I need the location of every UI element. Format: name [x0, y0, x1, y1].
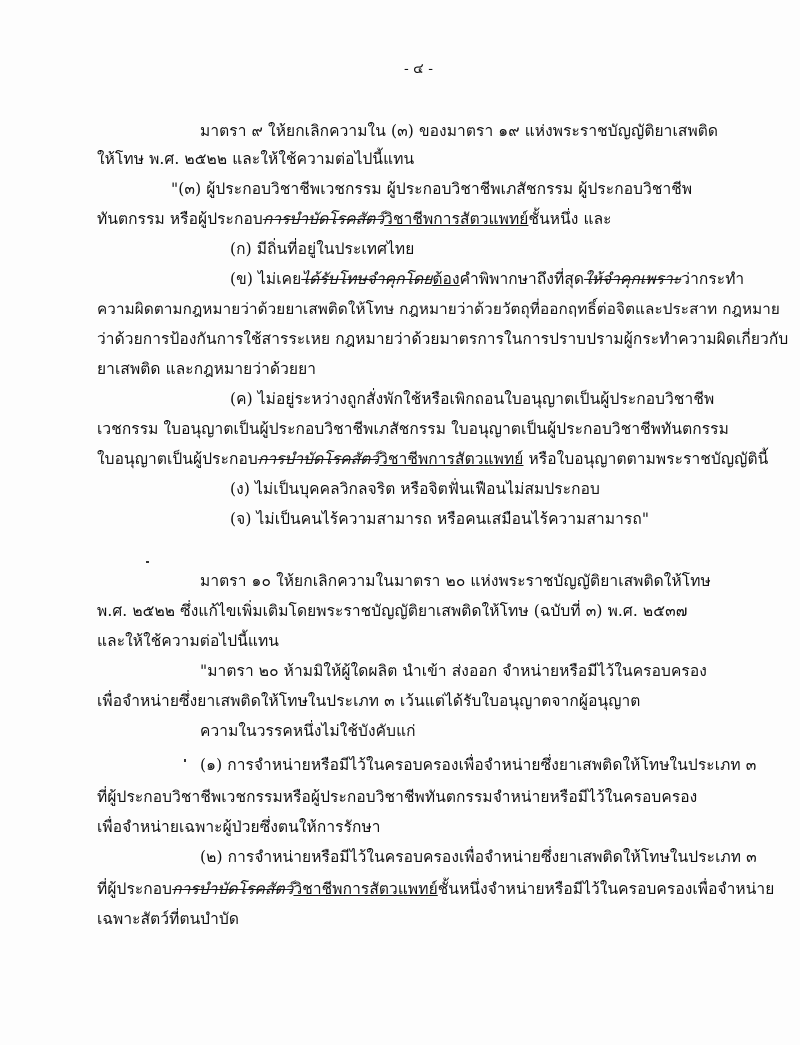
inserted-text: วิชาชีพการสัตวแพทย์ — [293, 880, 438, 898]
section-10-line-11 — [97, 879, 774, 899]
section-9-line-13: (ง) ไม่เป็นบุคคลวิกลจริต หรือจิตฟั่นเฟือนไม่สมประกอบ — [230, 480, 600, 498]
section-10-line-3: และให้ใช้ความต่อไปนี้แทน — [97, 632, 279, 650]
section-10-line-8: ที่ผู้ประกอบวิชาชีพเวชกรรมหรือผู้ประกอบวิชาชีพทันตกรรมจำหน่ายหรือมีไว้ในครอบครอง — [97, 788, 698, 806]
page-number: - ๔ - — [404, 61, 433, 77]
scan-speck — [184, 759, 186, 762]
text-segment: ชั้นหนึ่ง และ — [528, 210, 612, 228]
section-10-line-2: พ.ศ. ๒๕๒๒ ซึ่งแก้ไขเพิ่มเติมโดยพระราชบัญญัติยาเสพติดให้โทษ (ฉบับที่ ๓) พ.ศ. ๒๕๓๗ — [97, 602, 688, 620]
inserted-text: วิชาชีพการสัตวแพทย์ — [384, 210, 529, 228]
section-10-line-10: (๒) การจำหน่ายหรือมีไว้ในครอบครองเพื่อจำหน่ายซึ่งยาเสพติดให้โทษในประเภท ๓ — [200, 848, 757, 866]
text-segment: คำพิพากษาถึงที่สุด — [459, 270, 585, 288]
struck-text: ได้รับโทษจำคุกโดย — [301, 270, 433, 288]
text-segment: ทันตกรรม หรือผู้ประกอบ — [97, 210, 263, 228]
section-9-line-6 — [230, 269, 744, 289]
section-9-line-8: ว่าด้วยการป้องกันการใช้สารระเหย กฎหมายว่าด้วยมาตรการในการปราบปรามผู้กระทำความผิดเกี่ยวกับ — [97, 330, 789, 348]
section-10-line-7: (๑) การจำหน่ายหรือมีไว้ในครอบครองเพื่อจำหน่ายซึ่งยาเสพติดให้โทษในประเภท ๓ — [200, 756, 757, 774]
section-10-line-6: ความในวรรคหนึ่งไม่ใช้บังคับแก่ — [200, 722, 416, 740]
section-9-line-3: "(๓) ผู้ประกอบวิชาชีพเวชกรรม ผู้ประกอบวิชาชีพเภสัชกรรม ผู้ประกอบวิชาชีพ — [171, 180, 693, 198]
section-9-line-2: ให้โทษ พ.ศ. ๒๕๒๒ และให้ใช้ความต่อไปนี้แทน — [97, 150, 415, 168]
text-segment: ชั้นหนึ่งจำหน่ายหรือมีไว้ในครอบครองเพื่อจำหน่าย — [437, 880, 775, 898]
section-10-line-4: "มาตรา ๒๐ ห้ามมิให้ผู้ใดผลิต นำเข้า ส่งออก จำหน่ายหรือมีไว้ในครอบครอง — [200, 662, 707, 680]
text-segment: ที่ผู้ประกอบ — [97, 880, 173, 898]
section-9-line-5: (ก) มีถิ่นที่อยู่ในประเทศไทย — [230, 240, 415, 258]
struck-text: การบำบัดโรคสัตว์ — [262, 210, 385, 228]
struck-text: ให้จำคุกเพราะ — [584, 270, 682, 288]
section-10-line-12: เฉพาะสัตว์ที่ตนบำบัด — [97, 910, 240, 928]
section-9-line-10: (ค) ไม่อยู่ระหว่างถูกสั่งพักใช้หรือเพิกถอนใบอนุญาตเป็นผู้ประกอบวิชาชีพ — [230, 390, 715, 408]
section-9-line-12 — [97, 449, 768, 469]
inserted-text: ต้อง — [432, 270, 460, 288]
section-9-line-14: (จ) ไม่เป็นคนไร้ความสามารถ หรือคนเสมือนไร้ความสามารถ" — [230, 510, 650, 528]
section-9-line-4 — [97, 209, 612, 229]
section-10-line-5: เพื่อจำหน่ายซึ่งยาเสพติดให้โทษในประเภท ๓ เว้นแต่ได้รับใบอนุญาตจากผู้อนุญาต — [97, 692, 641, 710]
section-9-line-9: ยาเสพติด และกฎหมายว่าด้วยยา — [97, 360, 317, 378]
section-9-line-11: เวชกรรม ใบอนุญาตเป็นผู้ประกอบวิชาชีพเภสัชกรรม ใบอนุญาตเป็นผู้ประกอบวิชาชีพทันตกรรม — [97, 420, 729, 438]
section-9-line-1: มาตรา ๙ ให้ยกเลิกความใน (๓) ของมาตรา ๑๙ แห่งพระราชบัญญัติยาเสพติด — [200, 122, 719, 140]
struck-text: การบำบัดโรคสัตว์ — [257, 450, 380, 468]
text-segment: ว่ากระทำ — [681, 270, 745, 288]
text-segment: หรือใบอนุญาตตามพระราชบัญญัตินี้ — [523, 450, 769, 468]
text-segment: (ข) ไม่เคย — [230, 270, 302, 288]
section-9-line-7: ความผิดตามกฎหมายว่าด้วยยาเสพติดให้โทษ กฎหมายว่าด้วยวัตถุที่ออกฤทธิ์ต่อจิตและประสาท กฎหมาย — [97, 300, 780, 318]
scan-speck — [146, 561, 149, 563]
section-10-line-1: มาตรา ๑๐ ให้ยกเลิกความในมาตรา ๒๐ แห่งพระราชบัญญัติยาเสพติดให้โทษ — [200, 572, 711, 590]
section-10-line-9: เพื่อจำหน่ายเฉพาะผู้ป่วยซึ่งตนให้การรักษา — [97, 818, 381, 836]
text-segment: ใบอนุญาตเป็นผู้ประกอบ — [97, 450, 258, 468]
struck-text: การบำบัดโรคสัตว์ — [172, 880, 294, 898]
inserted-text: วิชาชีพการสัตวแพทย์ — [379, 450, 524, 468]
